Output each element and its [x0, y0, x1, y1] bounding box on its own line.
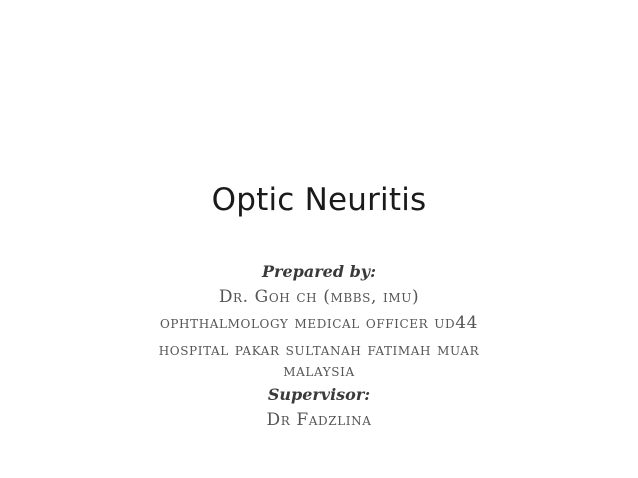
hospital-line-1: hospital pakar sultanah fatimah muar — [158, 340, 480, 360]
slide-title: Optic Neuritis — [211, 182, 427, 218]
supervisor-name: Dr Fadzlina — [266, 410, 372, 430]
author-line: Dr. Goh ch (mbbs, imu) — [218, 287, 420, 307]
supervisor-label: Supervisor: — [267, 385, 371, 404]
prepared-by-label: Prepared by: — [262, 262, 376, 281]
position-line: ophthalmology medical officer ud44 — [159, 313, 479, 333]
hospital-line-2: malaysia — [283, 361, 355, 381]
